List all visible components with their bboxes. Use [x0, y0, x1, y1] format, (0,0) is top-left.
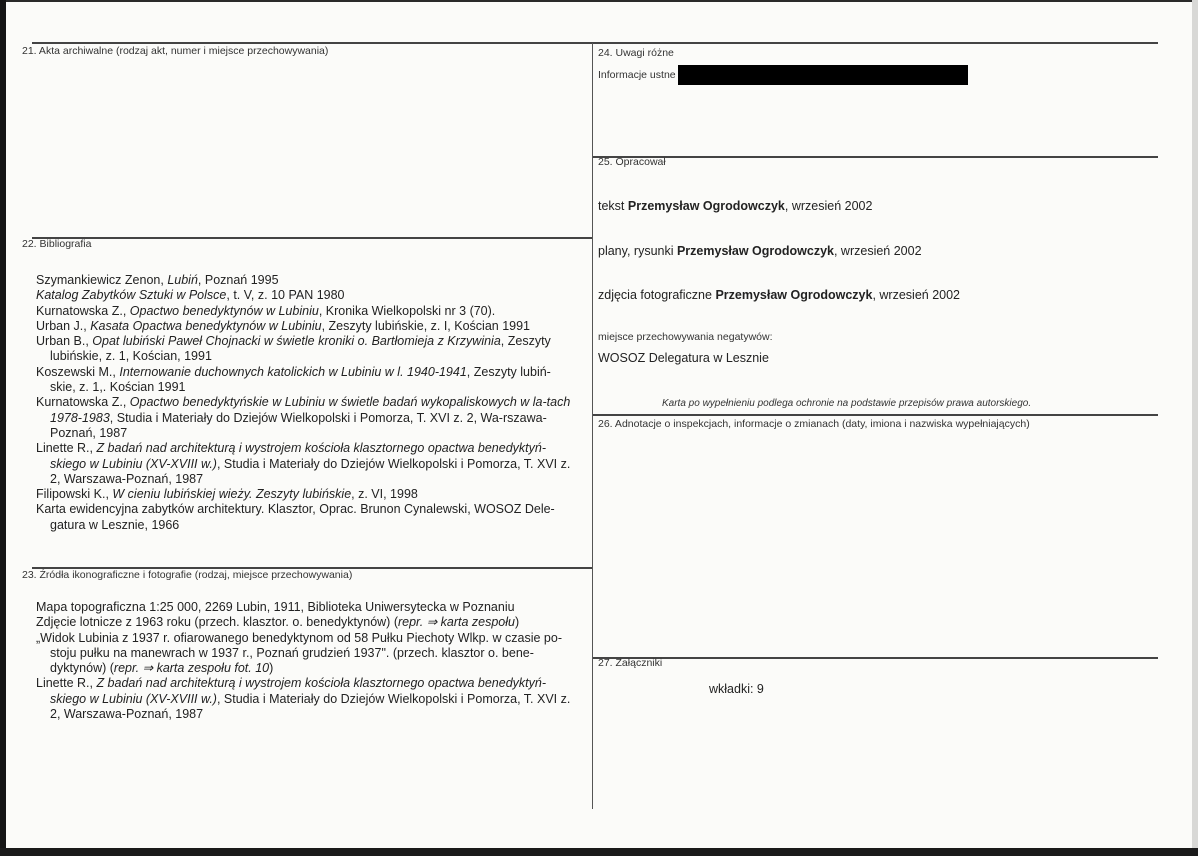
section-23-label: 23. Źródła ikonograficzne i fotografie (rodzaj, miejsce przechowywania) — [22, 569, 353, 581]
form-sheet — [6, 2, 1192, 848]
rule-25 — [592, 156, 1158, 158]
source-item: Zdjęcie lotnicze z 1963 roku (przech. klasztor. o. benedyktynów) (repr. ⇒ karta zespołu) — [36, 615, 520, 630]
section-25-label: 25. Opracował — [598, 156, 666, 168]
author-text-line: tekst Przemysław Ogrodowczyk, wrzesień 2002 — [598, 199, 873, 213]
author-plans-line: plany, rysunki Przemysław Ogrodowczyk, wrzesień 2002 — [598, 244, 922, 258]
section-22-label: 22. Bibliografia — [22, 238, 92, 250]
oral-info-label: Informacje ustne — [598, 69, 676, 81]
bibliography-item: Urban B., Opat lubiński Paweł Chojnacki w świetle kroniki o. Bartłomieja z Krzywinia, Zeszyty lubińskie, z. 1, Kościan, 1991 — [36, 334, 551, 364]
section-27-label: 27. Załączniki — [598, 657, 663, 669]
bibliography-item: Kurnatowska Z., Opactwo benedyktynów w Lubiniu, Kronika Wielkopolski nr 3 (70). — [36, 303, 496, 318]
source-item: Linette R., Z badań nad architekturą i wystrojem kościoła klasztornego opactwa benedyktyń-skiego w Lubiniu (XV-XVIII w.), Studia i Materiały do Dziejów Wielkopolski i Pomorza, T. XVI z. 2, Warszawa-Poznań, 1987 — [36, 676, 571, 722]
rule-22 — [32, 237, 592, 239]
bibliography-item: Szymankiewicz Zenon, Lubiń, Poznań 1995 — [36, 273, 279, 287]
negatives-location-value: WOSOZ Delegatura w Lesznie — [598, 351, 769, 365]
bibliography-item: Katalog Zabytków Sztuki w Polsce, t. V, z. 10 PAN 1980 — [36, 288, 345, 303]
rule-26 — [592, 414, 1158, 416]
redaction-bar — [678, 65, 968, 85]
bibliography-item: Linette R., Z badań nad architekturą i wystrojem kościoła klasztornego opactwa benedyktyń-skiego w Lubiniu (XV-XVIII w.), Studia i Materiały do Dziejów Wielkopolski i Pomorza, T. XVI z. 2, Warszawa-Poznań, 1987 — [36, 441, 571, 486]
copyright-note: Karta po wypełnieniu podlega ochronie na podstawie przepisów prawa autorskiego. — [662, 398, 1032, 409]
rule-27 — [592, 657, 1158, 659]
rule-21 — [32, 42, 1158, 44]
bibliography-item: Urban J., Kasata Opactwa benedyktynów w Lubiniu, Zeszyty lubińskie, z. I, Kościan 1991 — [36, 318, 531, 333]
negatives-location-label: miejsce przechowywania negatywów: — [598, 331, 773, 343]
bibliography-item: Kurnatowska Z., Opactwo benedyktyńskie w Lubiniu w świetle badań wykopaliskowych w la-tach 1978-1983, Studia i Materiały do Dziejów Wielkopolski i Pomorza, T. XVI z. 2, Wa-rszawa-Poznań, 1987 — [36, 395, 571, 440]
bibliography-item: Filipowski K., W cieniu lubińskiej wieży. Zeszyty lubińskie, z. VI, 1998 — [36, 487, 418, 502]
column-divider — [592, 43, 593, 809]
attachments-value: wkładki: 9 — [709, 682, 764, 696]
bibliography-list — [36, 273, 576, 533]
source-item: Mapa topograficzna 1:25 000, 2269 Lubin, 1911, Biblioteka Uniwersytecka w Poznaniu — [36, 600, 515, 614]
source-item: „Widok Lubinia z 1937 r. ofiarowanego benedyktynom od 58 Pułku Piechoty Wlkp. w czasie po-stoju pułku na manewrach w 1937 r., Poznań grudzień 1937". (przech. klasztor o. bene-dyktynów) (repr. ⇒ karta zespołu fot. 10) — [36, 630, 562, 676]
section-26-label: 26. Adnotacje o inspekcjach, informacje o zmianach (daty, imiona i nazwiska wypełniających) — [598, 418, 1030, 430]
section-21-label: 21. Akta archiwalne (rodzaj akt, numer i miejsce przechowywania) — [22, 45, 329, 57]
scan-edge-right — [1192, 0, 1198, 856]
author-photos-line: zdjęcia fotograficzne Przemysław Ogrodowczyk, wrzesień 2002 — [598, 288, 961, 302]
bibliography-item: Koszewski M., Internowanie duchownych katolickich w Lubiniu w l. 1940-1941, Zeszyty lubiń-skie, z. 1,. Kościan 1991 — [36, 364, 551, 395]
scan-edge-bottom — [0, 848, 1198, 856]
bibliography-item: Karta ewidencyjna zabytków architektury. Klasztor, Oprac. Brunon Cynalewski, WOSOZ Dele-gatura w Lesznie, 1966 — [36, 502, 555, 532]
iconographic-sources-list — [36, 600, 576, 722]
section-24-label: 24. Uwagi różne — [598, 47, 674, 59]
